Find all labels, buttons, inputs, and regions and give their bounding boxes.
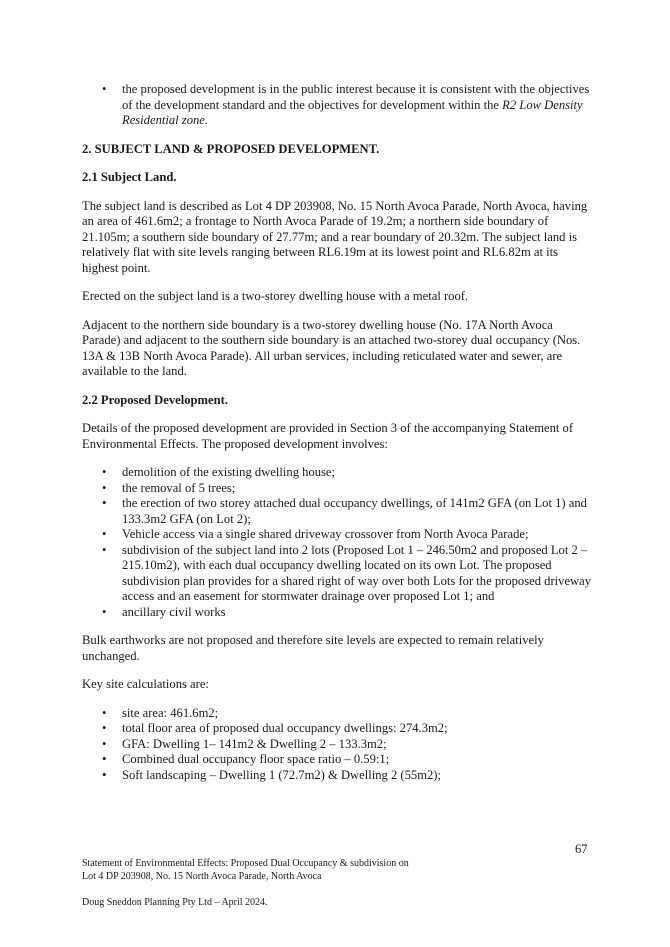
section-heading: 2. SUBJECT LAND & PROPOSED DEVELOPMENT. [82, 141, 380, 156]
list-item-text: GFA: Dwelling 1– 141m2 & Dwelling 2 – 133.3m2; [122, 736, 387, 751]
page-content [82, 82, 592, 783]
list-item [82, 543, 592, 605]
paragraph: Details of the proposed development are provided in Section 3 of the accompanying Statement of Environmental Effects. The proposed development involves: [82, 421, 574, 451]
list-item [82, 605, 592, 621]
subsection-heading-subject-land: 2.1 Subject Land. [82, 170, 177, 184]
list-item-text: ancillary civil works [122, 604, 226, 619]
list-item [82, 82, 592, 129]
paragraph: Bulk earthworks are not proposed and therefore site levels are expected to remain relatively unchanged. [82, 633, 544, 663]
list-item [82, 527, 592, 543]
list-item-text: site area: 461.6m2; [122, 705, 219, 720]
list-item-text: the removal of 5 trees; [122, 480, 236, 495]
list-item-text: subdivision of the subject land into 2 lots (Proposed Lot 1 – 246.50m2 and proposed Lot 2 – 215.10m2), with each dual occupancy dwelling located on its own Lot. The proposed subdivision plan provides for a shared right of way over both Lots for the proposed driveway access and an easement for stormwater drainage over proposed Lot 1; and [122, 542, 592, 603]
paragraph: The subject land is described as Lot 4 DP 203908, No. 15 North Avoca Parade, North Avoca, having an area of 461.6m2; a frontage to North Avoca Parade of 19.2m; a northern side boundary of 21.105m; a southern side boundary of 27.77m; and a rear boundary of 20.32m. The subject land is relatively flat with site levels ranging between RL6.19m at its lowest point and RL6.82m at its highest point. [82, 198, 588, 275]
list-item [82, 481, 592, 497]
bullet-icon: • [102, 480, 107, 495]
development-items-list [82, 465, 592, 620]
list-item-text: Combined dual occupancy floor space ratio – 0.59:1; [122, 752, 390, 766]
intro-bullet-text: the proposed development is in the public interest because it is consistent with the objectives of the development standard and the objectives for development within the [122, 82, 590, 112]
list-item [82, 752, 592, 768]
list-item-text: the erection of two storey attached dual occupancy dwellings, of 141m2 GFA (on Lot 1) and 133.3m2 GFA (on Lot 2); [122, 496, 587, 526]
paragraph: Key site calculations are: [82, 677, 209, 691]
bullet-icon: • [102, 721, 107, 735]
bullet-icon: • [102, 736, 107, 751]
subsection-heading-proposed-development: 2.2 Proposed Development. [82, 392, 228, 407]
intro-bullet-list [82, 82, 592, 129]
list-item [82, 768, 592, 784]
footer-line: Lot 4 DP 203908, No. 15 North Avoca Parade, North Avoca [82, 871, 322, 882]
list-item-text: Vehicle access via a single shared driveway crossover from North Avoca Parade; [122, 527, 529, 541]
list-item-text: demolition of the existing dwelling house; [122, 465, 336, 479]
bullet-icon: • [102, 767, 107, 782]
bullet-icon: • [102, 542, 107, 557]
paragraph: Adjacent to the northern side boundary is a two-storey dwelling house (No. 17A North Avoca Parade) and adjacent to the southern side boundary is an attached two-storey dual occupancy (Nos. 13A & 13B North Avoca Parade). All urban services, including reticulated water and sewer, are available to the land. [82, 317, 581, 378]
page-footer [82, 857, 582, 909]
list-item [82, 706, 592, 722]
bullet-icon: • [102, 705, 107, 720]
list-item [82, 737, 592, 753]
list-item [82, 721, 592, 737]
list-item-text: Soft landscaping – Dwelling 1 (72.7m2) & Dwelling 2 (55m2); [122, 767, 442, 782]
paragraph: Erected on the subject land is a two-storey dwelling house with a metal roof. [82, 289, 469, 303]
footer-line: Statement of Environmental Effects: Proposed Dual Occupancy & subdivision on [82, 858, 409, 869]
bullet-icon: • [102, 465, 107, 479]
bullet-icon: • [102, 527, 107, 541]
bullet-icon: • [102, 604, 107, 619]
bullet-icon: • [102, 82, 107, 96]
bullet-icon: • [102, 496, 107, 510]
zone-name: R2 Low Density Residential zone. [122, 97, 583, 127]
bullet-icon: • [102, 752, 107, 766]
list-item [82, 465, 592, 481]
page-number: 67 [575, 842, 588, 856]
footer-company: Doug Sneddon Planning Pty Ltd – April 2024. [82, 897, 268, 908]
list-item-text: total floor area of proposed dual occupancy dwellings: 274.3m2; [122, 721, 448, 735]
list-item [82, 496, 592, 527]
site-calculations-list [82, 706, 592, 784]
